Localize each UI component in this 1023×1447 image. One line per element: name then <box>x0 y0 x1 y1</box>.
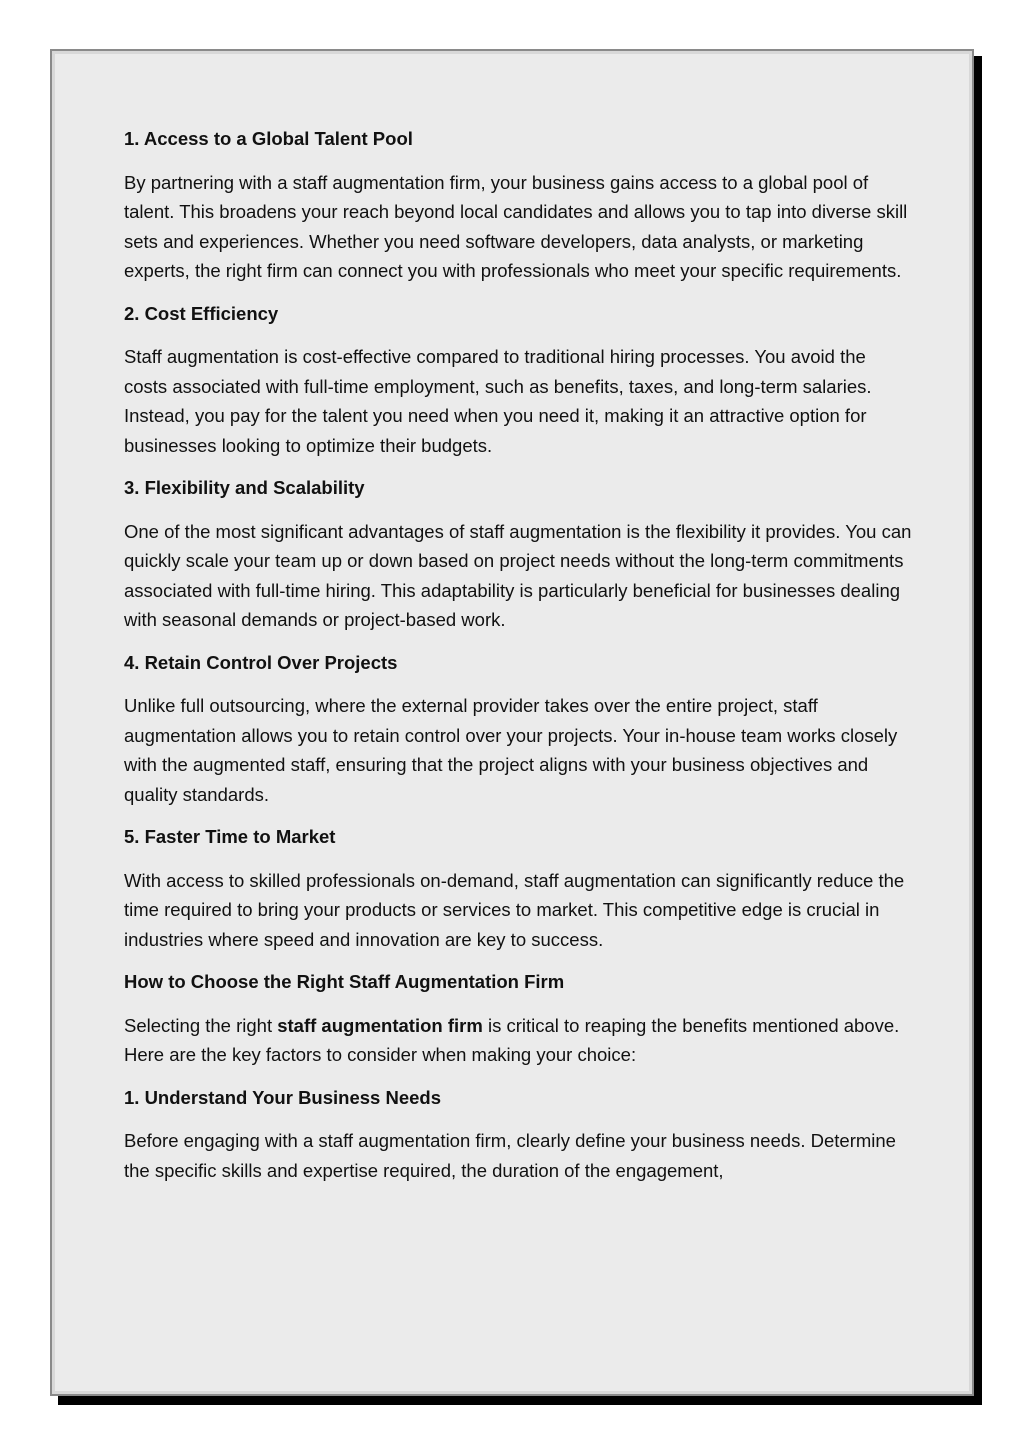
factor-heading: 1. Understand Your Business Needs <box>124 1086 441 1108</box>
choose-intro-text: Selecting the right <box>124 1014 278 1036</box>
section-paragraph: By partnering with a staff augmentation firm, your business gains access to a global pool of talent. This broadens your reach beyond local candidates and allows you to tap into diverse skill sets and experiences. Whether you need software developers, data analysts, or marketing experts, the right firm can connect you with professionals who meet your specific requirements. <box>124 171 908 281</box>
section-paragraph: Unlike full outsourcing, where the external provider takes over the entire project, staff augmentation allows you to retain control over your projects. Your in-house team works closely with the augmented staff, ensuring that the project aligns with your business objectives and quality standards. <box>124 695 898 805</box>
section-heading: 5. Faster Time to Market <box>124 826 336 847</box>
choose-intro-rest: is critical to reaping the benefits mentioned above. Here are the key factors to consider when making your choice: <box>124 1014 900 1065</box>
factor-paragraph: Before engaging with a staff augmentation firm, clearly define your business needs. Determine the specific skills and expertise required, the duration of the engagement, <box>124 1130 896 1181</box>
section-paragraph: One of the most significant advantages of staff augmentation is the flexibility it provides. You can quickly scale your team up or down based on project needs without the long-term commitments associated with full-time hiring. This adaptability is particularly beneficial for businesses dealing with seasonal demands or project-based work. <box>124 520 912 630</box>
document-content <box>124 124 914 1185</box>
choose-firm-paragraph <box>124 1011 914 1070</box>
section-heading: 2. Cost Efficiency <box>124 302 279 324</box>
section-heading: 4. Retain Control Over Projects <box>124 651 398 673</box>
document-page <box>50 49 974 1396</box>
choose-firm-heading: How to Choose the Right Staff Augmentation Firm <box>124 971 565 992</box>
section-heading: 1. Access to a Global Talent Pool <box>124 128 413 149</box>
section-paragraph: Staff augmentation is cost-effective compared to traditional hiring processes. You avoid the costs associated with full-time employment, such as benefits, taxes, and long-term salaries. Instead, you pay for the talent you need when you need it, making it an attractive option for businesses looking to optimize their budgets. <box>124 346 872 456</box>
section-paragraph: With access to skilled professionals on-demand, staff augmentation can significantly reduce the time required to bring your products or services to market. This competitive edge is crucial in industries where speed and innovation are key to success. <box>124 869 905 950</box>
staff-augmentation-firm-emphasis: staff augmentation firm <box>277 1014 483 1036</box>
section-heading: 3. Flexibility and Scalability <box>124 477 365 498</box>
